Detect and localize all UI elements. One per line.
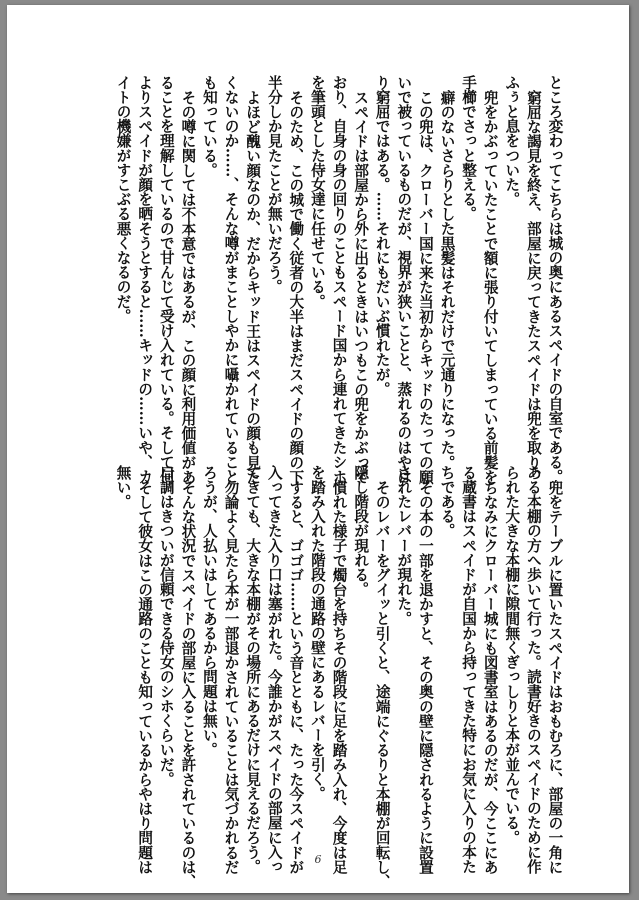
text-line: り窮屈ではある。……それにもだいぶ慣れたが。 [373, 75, 391, 397]
text-line: この兜は、クローバー国に来た当初からキッドのたっての願 [416, 89, 434, 484]
text-line: ちなみにクローバー城にも図書室はあるのだが、今ここにあ [481, 479, 499, 874]
text-line: 癖のないさらりとした黒髪はそれだけで元通りになった。 [438, 89, 456, 470]
text-line: されたレバーが現れた。 [395, 465, 413, 626]
text-line: られた大きな本棚に隙間無くぎっしりと本が並んでいる。 [503, 465, 521, 845]
text-line: 無い。 [114, 465, 132, 509]
text-line: を踏み入れた階段の通路の壁にあるレバーを引く。 [308, 465, 326, 801]
text-line: 口調はきついが信頼できる侍女のシホくらいだ。 [157, 465, 175, 787]
text-line: スペイドは部屋から外に出るときはいつもこの兜をかぶって [352, 89, 370, 484]
text-line: 入ってきた入り口は塞がれた。今誰かがスペイドの部屋に入っ [265, 465, 283, 874]
text-line: すると、ゴゴゴ……という音とともに、たった今スペイドが [287, 479, 305, 874]
text-line: そして彼女はこの通路のことも知っているからやはり問題は [136, 479, 154, 874]
text-line: 慣れた様子で燭台を持ちその階段に足を踏み入れ、今度は足 [330, 479, 348, 874]
text-line: そんな状況でスペイドの部屋に入ることを許されているのは、 [179, 479, 197, 889]
text-line: そのため、この城で働く従者の大半はまだスペイドの顔の下 [287, 89, 305, 484]
text-line: よほど醜い顔なのか、だからキッド王はスペイドの顔も見た [244, 89, 262, 484]
text-line: おり、自身の身の回りのこともスペード国から連れてきたシホ [330, 75, 348, 484]
text-line: 半分しか見たことが無いだろう。 [265, 75, 283, 294]
text-line: ある本棚の方へ歩いて行った。読書好きのスペイドのために作 [524, 465, 542, 874]
text-line: ちである。 [438, 465, 456, 538]
text-line: 手櫛でさっと整える。 [460, 75, 478, 221]
text-block-bottom [112, 465, 565, 889]
text-line: 窮屈な謁見を終え、部屋に戻ってきたスペイドは兜を取り、 [524, 89, 542, 484]
text-line: その噂に関しては不本意ではあるが、この顔に利用価値があ [179, 89, 197, 484]
book-page [7, 5, 629, 893]
text-line: そのレバーをグイッと引くと、途端にぐるりと本棚が回転し、 [373, 479, 391, 889]
text-line: 隠し階段が現れる。 [352, 465, 370, 597]
text-line: 兜をかぶっていたことで額に張り付いてしまっている前髪を [481, 89, 499, 484]
text-line: る蔵書はスペイドが自国から持ってきた特にお気に入りの本た [460, 465, 478, 874]
text-line: ろうが、人払いはしてあるから問題は無い。 [200, 465, 218, 757]
text-line: くないのか……、そんな噂がまことしやかに囁かれていること [222, 75, 240, 484]
text-line: いで被っているものだが、視界が狭いことと、蒸れるのはやは [395, 75, 413, 484]
text-line: ところ変わってこちらは城の奥にあるスペイドの自室である。 [546, 75, 564, 484]
text-line: その本の一部を退かすと、その奥の壁に隠されるように設置 [416, 479, 434, 874]
text-line: てきても、大きな本棚がその場所にあるだけに見えるだろう。 [244, 465, 262, 874]
text-line: を筆頭とした侍女達に任せている。 [308, 75, 326, 309]
text-line: ふぅと息をついた。 [503, 75, 521, 207]
text-line: 勿論よく見たら本が一部退かされていることは気づかれるだ [222, 479, 240, 874]
text-line: ることを理解しているので甘んじて受け入れている。そして何 [157, 75, 175, 484]
text-line: イトの機嫌がすこぶる悪くなるのだ。 [114, 75, 132, 324]
page-number: 6 [314, 853, 322, 866]
text-line: も知っている。 [200, 75, 218, 178]
text-block-top [112, 75, 565, 484]
text-line: よりスペイドが顔を晒そうとすると……キッドの……いや、カ [136, 75, 154, 484]
text-line: 兜をテーブルに置いたスペイドはおもむろに、部屋の一角に [546, 479, 564, 874]
